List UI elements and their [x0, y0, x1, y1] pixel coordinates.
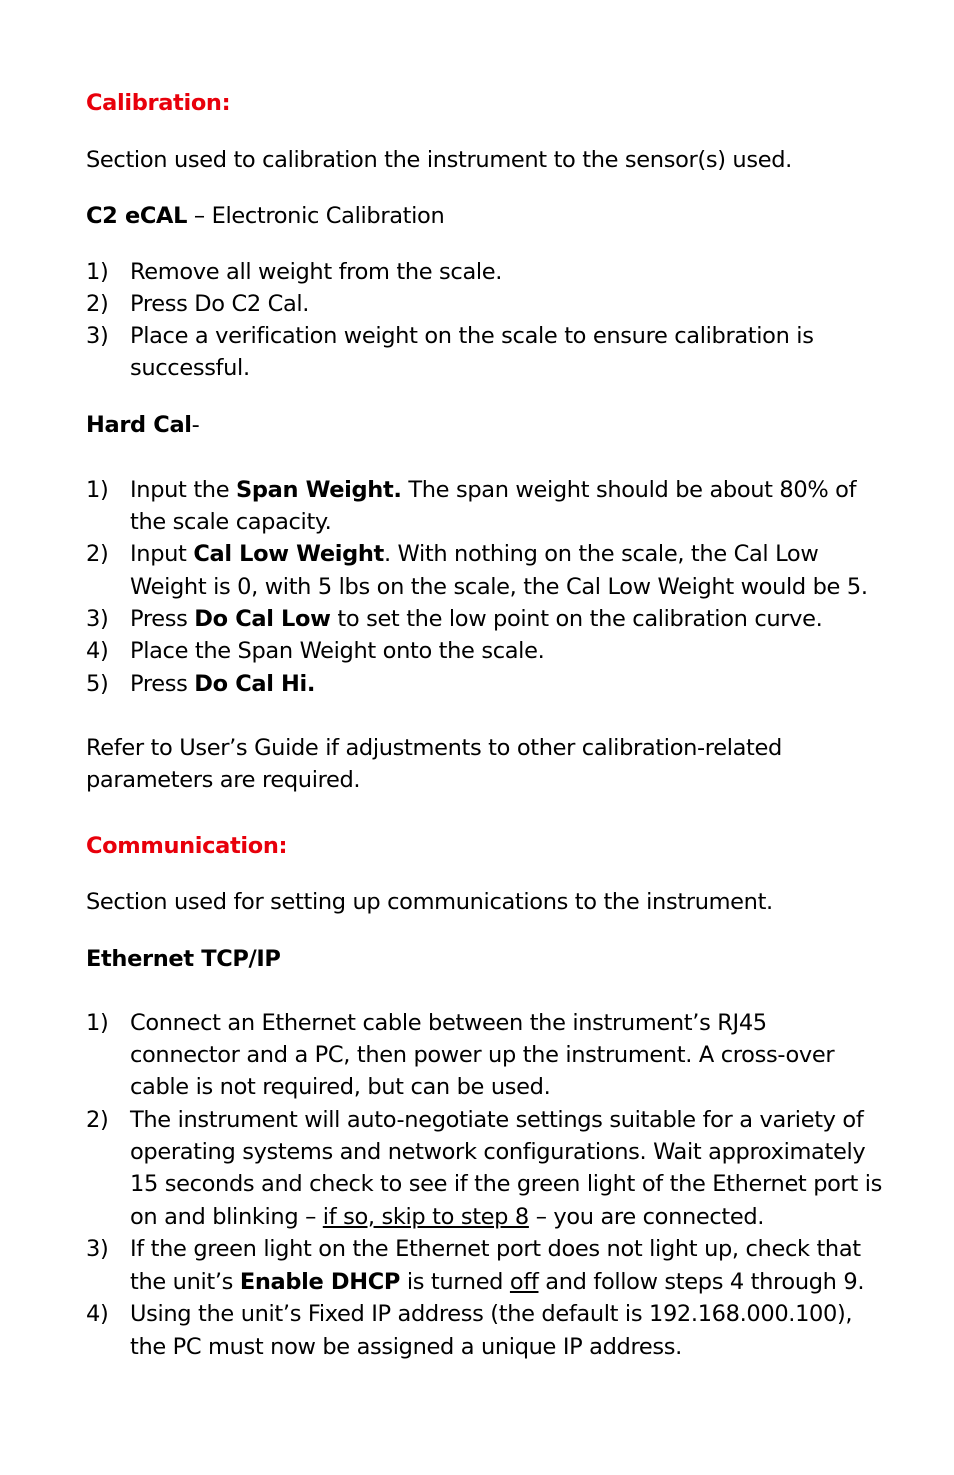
- hardcal-title: Hard Cal: [86, 412, 192, 438]
- document-page: Calibration: Section used to calibration the instrument to the sensor(s) used. C2 eCAL – Electronic Calibration 1) Remove all weight from the scale. 2) Press Do C2 Cal. 3) Place a verification weight on the scale to ensure calibration is successful. Hard Cal- 1) Input the Span Weight. The span weight should be about 80% of the scale capacity. 2) Input Cal Low Weight. With nothing on the scale, the Cal Low Weight is 0, with 5 lbs on the scale, the Cal Low Weight would be 5. 3) Press Do Cal Low to set the low point on the calibration curve. 4) Place the Span Weight onto the scale. 5) Press Do Cal Hi. Refer to User’s Guide if adjustments to other calibration-related parameters are required. Communication: Section used for setting up communications to the instrument. Ethernet TCP/IP 1) Connect an Ethernet cable between the instrument’s RJ45 connector and a PC, then power up the instrument. A cross-over cable is not required, but can be used. 2) The instrument will auto-negotiate settings suitable for a variety of operating systems and network configurations. Wait approximately 15 seconds and check to see if the green light of the Ethernet port is on and blinking – if so, skip to step 8 – you are connected. 3) If the green light on the Ethernet port does not light up, check that the unit’s Enable DHCP is turned off and follow steps 4 through 9. 4) Using the unit’s Fixed IP address (the default is 192.168.000.100), the PC must now be assigned a unique IP address.: [86, 90, 883, 1360]
- ecal-desc: – Electronic Calibration: [187, 203, 445, 229]
- skip-to-step-8-text: if so, skip to step 8: [322, 1204, 529, 1230]
- ecal-title: C2 eCAL: [86, 203, 188, 229]
